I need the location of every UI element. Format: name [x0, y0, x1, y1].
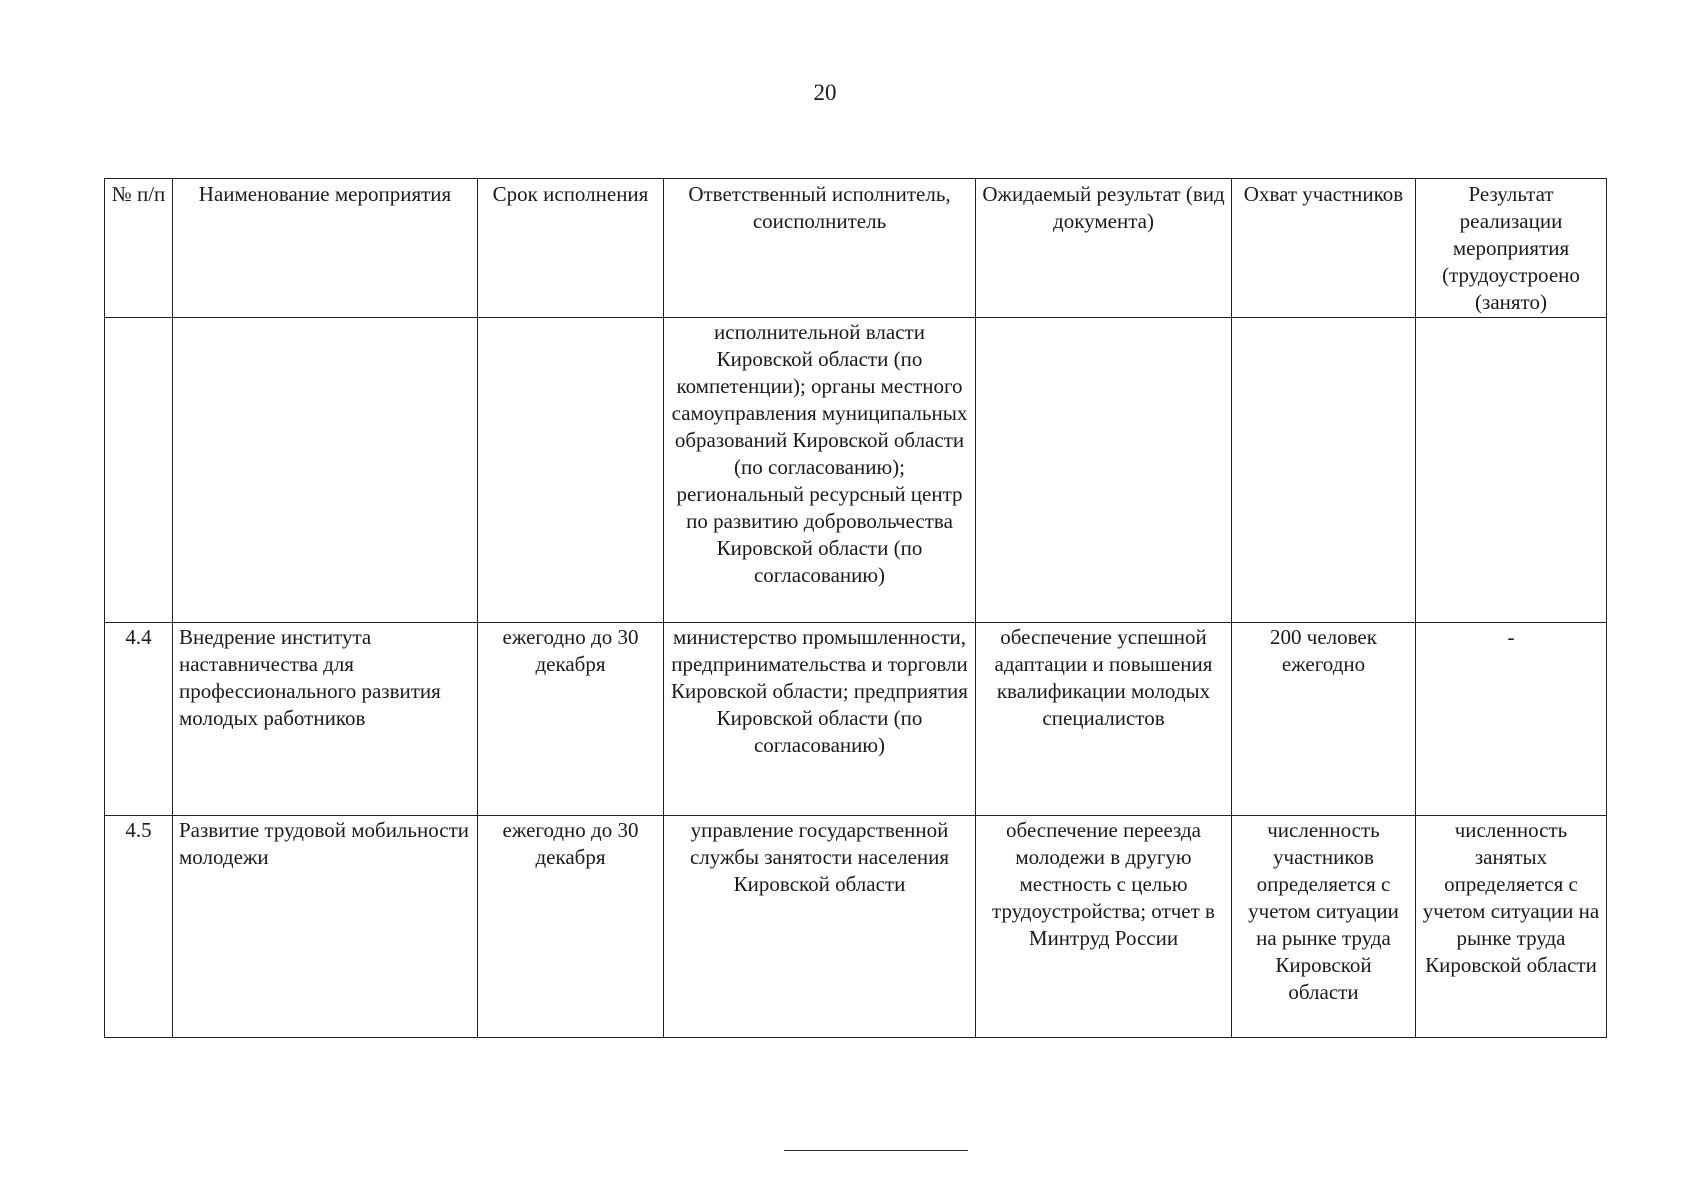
cell-executor: министерство промышленности, предпринимательства и торговли Кировской области; предприятия Кировской области (по согласованию) [664, 623, 976, 816]
cell-outcome [1416, 318, 1607, 623]
table-header-row [105, 179, 1607, 318]
header-outcome: Результат реализации мероприятия (трудоустроено (занято) [1416, 179, 1607, 318]
cell-number [105, 318, 173, 623]
cell-coverage: численность участников определяется с учетом ситуации на рынке труда Кировской области [1232, 816, 1416, 1038]
footer-divider [784, 1150, 968, 1151]
measures-table [104, 178, 1607, 1038]
cell-measure-name [173, 318, 478, 623]
cell-expected-result: обеспечение переезда молодежи в другую местность с целью трудоустройства; отчет в Минтруд России [976, 816, 1232, 1038]
cell-outcome: численность занятых определяется с учетом ситуации на рынке труда Кировской области [1416, 816, 1607, 1038]
table-row [105, 816, 1607, 1038]
header-measure-name: Наименование мероприятия [173, 179, 478, 318]
cell-executor: управление государственной службы занятости населения Кировской области [664, 816, 976, 1038]
cell-expected-result [976, 318, 1232, 623]
header-number: № п/п [105, 179, 173, 318]
table-row [105, 623, 1607, 816]
header-coverage: Охват участников [1232, 179, 1416, 318]
cell-coverage: 200 человек ежегодно [1232, 623, 1416, 816]
cell-measure-name: Внедрение института наставничества для профессионального развития молодых работников [173, 623, 478, 816]
cell-term: ежегодно до 30 декабря [478, 816, 664, 1038]
cell-expected-result: обеспечение успешной адаптации и повышения квалификации молодых специалистов [976, 623, 1232, 816]
table-row [105, 318, 1607, 623]
cell-number: 4.4 [105, 623, 173, 816]
cell-term: ежегодно до 30 декабря [478, 623, 664, 816]
cell-coverage [1232, 318, 1416, 623]
header-expected-result: Ожидаемый результат (вид документа) [976, 179, 1232, 318]
cell-measure-name: Развитие трудовой мобильности молодежи [173, 816, 478, 1038]
cell-term [478, 318, 664, 623]
cell-outcome: - [1416, 623, 1607, 816]
cell-executor: исполнительной власти Кировской области (по компетенции); органы местного самоуправления муниципальных образований Кировской области (по согласованию); региональный ресурсный центр по развитию добровольчества Кировской области (по согласованию) [664, 318, 976, 623]
header-term: Срок исполнения [478, 179, 664, 318]
cell-number: 4.5 [105, 816, 173, 1038]
header-executor: Ответственный исполнитель, соисполнитель [664, 179, 976, 318]
page-number: 20 [813, 80, 837, 105]
